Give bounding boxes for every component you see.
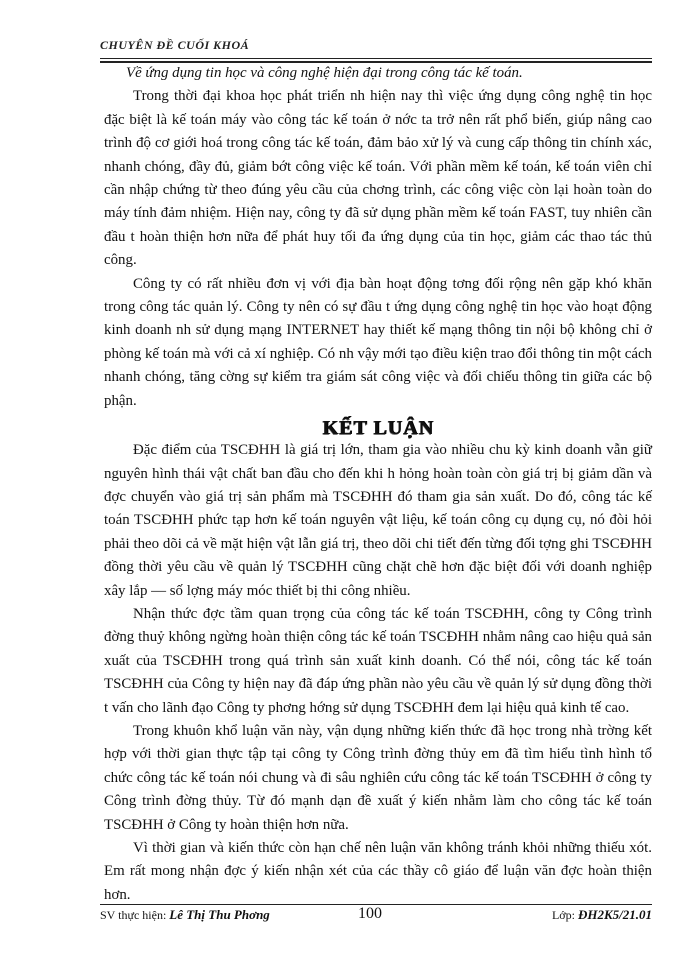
paragraph: Công ty có rất nhiều đơn vị với địa bàn hoạt động tơng đối rộng nên gặp khó khăn trong công tác quản lý. Công ty nên có sự đầu t ứng dụng công nghệ tin học vào hoạt động kinh doanh nh sử dụng mạng INTERNET hay thiết kế mạng thông tin nội bộ không chỉ ở phòng kế toán mà với cả xí nghiệp. Có nh vậy mới tạo điều kiện trao đổi thông tin một cách nhanh chóng, tăng cờng sự kiểm tra giám sát công việc và đối chiếu thông tin giữa các bộ phận.: [104, 275, 652, 409]
class-label: Lớp:: [551, 908, 578, 922]
class-info: [552, 907, 652, 923]
paragraph: Đặc điểm của TSCĐHH là giá trị lớn, tham gia vào nhiều chu kỳ kinh doanh vẫn giữ nguyên hình thái vật chất ban đầu cho đến khi h hỏng hoàn toàn còn giá trị bị giảm dần và đợc chuyển vào giá trị sản phẩm mà TSCĐHH đó tham gia sản xuất. Do đó, công tác kế toán TSCĐHH phức tạp hơn kế toán nguyên vật liệu, kế toán công cụ dụng cụ, nó đòi hỏi phải theo dõi cả về mặt hiện vật lẫn giá trị, theo dõi chi tiết đến từng đối tợng ghi TSCĐHH đồng thời yêu cầu về quản lý TSCĐHH cũng chặt chẽ hơn đặc biệt đối với doanh nghiệp xây lắp — số lợng máy móc thiết bị thi công nhiều.: [104, 442, 652, 599]
lead-paragraph: Về ứng dụng tin học và công nghệ hiện đại trong công tác kế toán.: [126, 65, 523, 81]
page-footer: [100, 907, 652, 925]
student-name: Lê Thị Thu Phơng: [169, 907, 270, 922]
paragraph: Trong khuôn khổ luận văn này, vận dụng những kiến thức đã học trong nhà trờng kết hợp với thời gian thực tập tại công ty Công trình đờng thủy em đã tìm hiểu tình hình tổ chức công tác kế toán nói chung và đi sâu nghiên cứu công tác kế toán TSCĐHH ở công ty Công trình đờng thủy. Từ đó mạnh dạn đề xuất ý kiến nhằm làm cho công tác kế toán TSCĐHH ở Công ty hoàn thiện hơn nữa.: [104, 722, 652, 833]
body-text: [104, 62, 652, 907]
student-info: [100, 907, 270, 923]
page-number: 100: [358, 905, 382, 922]
class-code: ĐH2K5/21.01: [577, 907, 652, 922]
running-header-title: CHUYÊN ĐỀ CUỐI KHOÁ: [100, 38, 250, 52]
paragraph: Trong thời đại khoa học phát triển nh hiện nay thì việc ứng dụng công nghệ tin học đặc biệt là kế toán máy vào công tác kế toán ở nớc ta trở nên rất phổ biến, giúp nâng cao trình độ cơ giới hoá trong công tác kế toán, đảm bảo xử lý và cung cấp thông tin chính xác, nhanh chóng, đầy đủ, giảm bớt công việc kế toán. Với phần mềm kế toán, kế toán viên chỉ cần nhập chứng từ theo đúng yêu cầu của chơng trình, các công việc còn lại hoàn toàn do máy tính đảm nhiệm. Hiện nay, công ty đã sử dụng phần mềm kế toán FAST, tuy nhiên cần đầu t hoàn thiện hơn nữa để phát huy tối đa ứng dụng của tin học, giảm các thao tác thủ công.: [104, 88, 652, 269]
student-label: SV thực hiện:: [100, 908, 170, 922]
paragraph: Nhận thức đợc tầm quan trọng của công tác kế toán TSCĐHH, công ty Công trình đờng thuỷ không ngừng hoàn thiện công tác kế toán TSCĐHH nhằm nâng cao hiệu quả sản xuất của TSCĐHH trong quá trình sản xuất kinh doanh. Có thể nói, công tác kế toán TSCĐHH của Công ty hiện nay đã đáp ứng phần nào yêu cầu về quản lý sử dụng đồng thời t vấn cho lãnh đạo Công ty phơng hớng sử dụng TSCĐHH đem lại hiệu quả kinh tế cao.: [104, 605, 652, 716]
header-rule-thin: [100, 58, 652, 59]
section-heading-conclusion: KẾT LUẬN: [322, 417, 434, 440]
paragraph: Vì thời gian và kiến thức còn hạn chế nên luận văn không tránh khỏi những thiếu xót. Em rất mong nhận đợc ý kiến nhận xét của các thầy cô giáo để luận văn đợc hoàn thiện hơn.: [104, 840, 652, 903]
